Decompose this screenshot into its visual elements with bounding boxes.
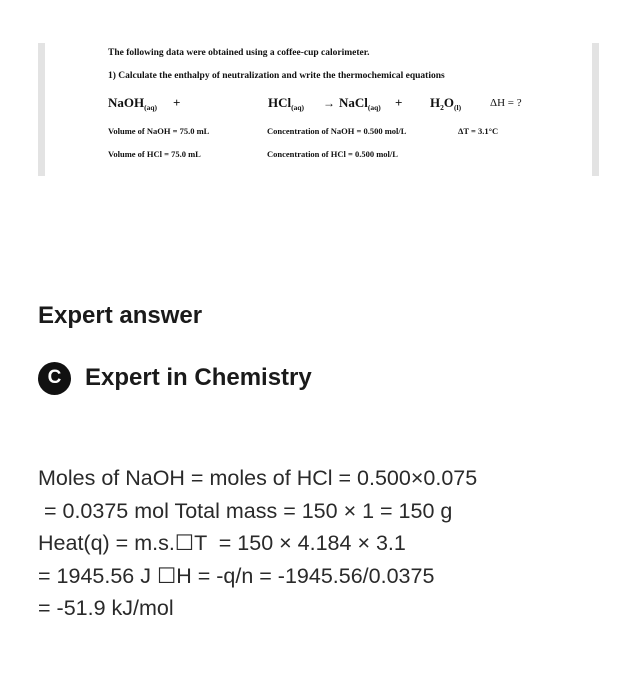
question-image xyxy=(38,43,599,176)
equation-hcl: HCl$_{(aq)}$ xyxy=(268,95,305,112)
expert-info xyxy=(38,362,312,394)
question-image-left-border xyxy=(38,43,45,176)
equation-delta-h: ΔH = ? xyxy=(490,97,522,109)
equation-arrow-icon: → xyxy=(323,96,335,110)
equation-h2o: $H_2O_{(l)}$ xyxy=(430,95,462,112)
data-delta-t: ΔT = 3.1°C xyxy=(458,126,499,136)
question-intro: The following data were obtained using a coffee-cup calorimeter. xyxy=(108,48,370,58)
data-concentration-hcl: Concentration of HCl = 0.500 mol/L xyxy=(267,149,398,159)
question-task: 1) Calculate the enthalpy of neutralization and write the thermochemical equations xyxy=(108,71,445,81)
data-volume-hcl: Volume of HCl = 75.0 mL xyxy=(108,149,201,159)
answer-line: Moles of NaOH = moles of HCl = 0.500×0.075 xyxy=(38,466,478,490)
answer-line: = -51.9 kJ/mol xyxy=(38,596,174,621)
answer-line: = 1945.56 J ☐H = -q/n = -1945.56/0.0375 xyxy=(38,563,435,588)
expert-badge-icon: C xyxy=(38,362,71,395)
answer-body xyxy=(38,462,628,625)
equation-naoh: NaOH$_{(aq)}$ xyxy=(108,95,158,112)
equation-nacl: NaCl$_{(aq)}$ xyxy=(339,95,381,112)
data-concentration-naoh: Concentration of NaOH = 0.500 mol/L xyxy=(267,126,407,136)
answer-line: = 0.0375 mol Total mass = 150 × 1 = 150 g xyxy=(38,498,453,523)
answer-line: Heat(q) = m.s.☐T = 150 × 4.184 × 3.1 xyxy=(38,531,406,556)
question-image-right-border xyxy=(592,43,599,176)
equation-plus: + xyxy=(395,95,403,110)
expert-name: Expert in Chemistry xyxy=(85,364,312,391)
equation-plus: + xyxy=(173,95,181,110)
data-volume-naoh: Volume of NaOH = 75.0 mL xyxy=(108,126,210,136)
expert-answer-heading: Expert answer xyxy=(38,302,203,329)
